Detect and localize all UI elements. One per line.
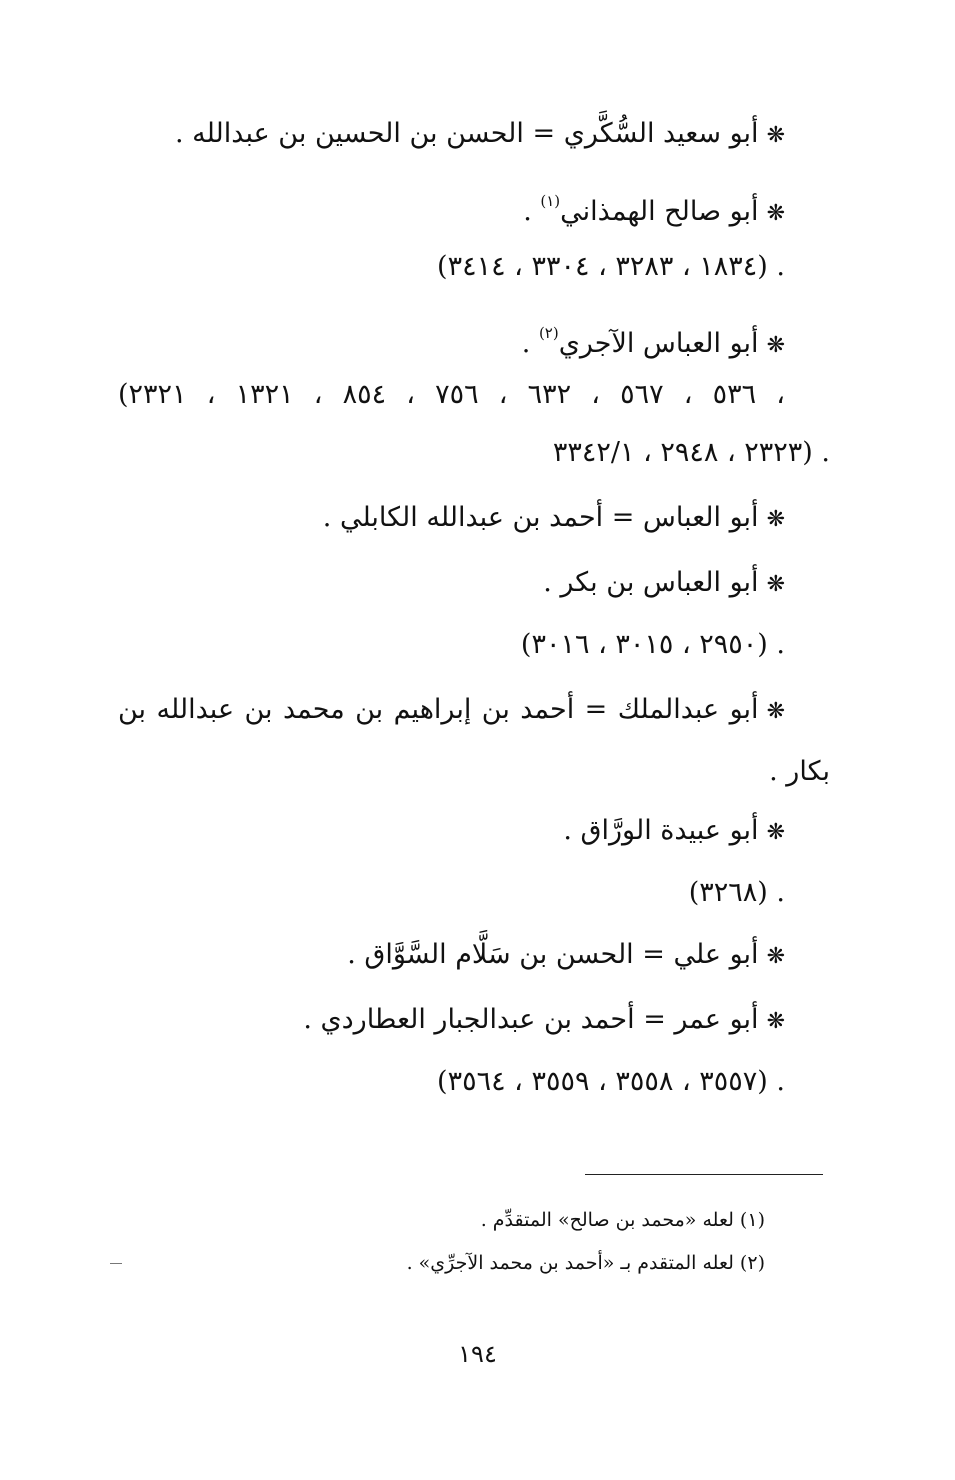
entry-refs-list-continued (553, 433, 830, 473)
star-bullet-icon: ❋ (766, 699, 785, 724)
star-bullet-icon: ❋ (766, 1009, 785, 1034)
footnote-ref-2[interactable]: (٢) (538, 324, 559, 342)
entry-abu-salih-hamadhani (523, 181, 785, 234)
entry-refs-list (437, 247, 785, 287)
entry-text: (٣٥٥٧ ، ٣٥٥٨ ، ٣٥٥٩ ، ٣٥٦٤) . (437, 1066, 785, 1097)
star-bullet-icon: ❋ (766, 944, 785, 969)
star-bullet-icon: ❋ (766, 820, 785, 845)
entry-text: (٥٣٦ ، ٥٦٧ ، ٦٣٢ ، ٧٥٦ ، ٨٥٤ ، ١٣٢١ ، ٢٣٢١ ، (118, 379, 786, 410)
entry-text: أبو سعيد السُّكَّري = الحسن بن الحسين بن عبدالله . (174, 118, 759, 149)
entry-text: (١٨٣٤ ، ٣٢٨٣ ، ٣٣٠٤ ، ٣٤١٤) . (437, 251, 785, 282)
entry-text: أبو العباس بن بكر . (543, 567, 759, 598)
entry-refs-list (118, 375, 785, 415)
footnote-ref-1[interactable]: (١) (540, 192, 561, 210)
footnote-2: (٢) لعله المتقدم بـ «أحمد بن محمد الآجرِّي» . (406, 1252, 765, 1274)
entry-text: أبو عبيدة الورَّاق . (563, 815, 759, 846)
entry-text: أبو صالح الهمذاني (560, 196, 759, 227)
entry-text: أبو علي = الحسن بن سَلَّام السَّوَّاق . (347, 939, 759, 970)
entry-abu-abdulmalik (118, 690, 785, 732)
entry-text: (٣٢٦٨) . (688, 877, 785, 908)
entry-continued (769, 752, 830, 792)
margin-mark (110, 1263, 122, 1264)
entry-refs-list (521, 625, 785, 665)
entry-abu-said-sukkari (175, 114, 785, 156)
star-bullet-icon: ❋ (766, 572, 785, 597)
entry-text: أبو عبدالملك = أحمد بن إبراهيم بن محمد بن عبدالله بن (118, 694, 759, 725)
entry-text: أبو عمر = أحمد بن عبدالجبار العطاردي . (303, 1004, 759, 1035)
star-bullet-icon: ❋ (766, 333, 785, 358)
entry-text: أبو العباس الآجري (558, 328, 759, 359)
footnote-1: (١) لعله «محمد بن صالح» المتقدِّم . (480, 1209, 765, 1231)
entry-punct: . (523, 196, 541, 227)
footnote-divider (585, 1174, 823, 1175)
entry-abu-abbas-bakr (543, 563, 785, 605)
entry-refs-list (689, 873, 785, 913)
entry-text: ٢٣٢٣ ، ٢٩٤٨ ، ٣٣٤٢/١) . (552, 437, 830, 468)
entry-text: بكار . (769, 756, 830, 787)
star-bullet-icon: ❋ (766, 123, 785, 148)
star-bullet-icon: ❋ (766, 201, 785, 226)
entry-abu-ali-sawwaq (347, 935, 785, 977)
star-bullet-icon: ❋ (766, 507, 785, 532)
entry-punct: . (521, 328, 539, 359)
entry-text: أبو العباس = أحمد بن عبدالله الكابلي . (322, 502, 759, 533)
page-number: ١٩٤ (458, 1340, 497, 1368)
entry-abu-umar-utaridi (303, 1000, 785, 1042)
entry-text: (٢٩٥٠ ، ٣٠١٥ ، ٣٠١٦) . (520, 629, 785, 660)
entry-refs-list (437, 1062, 785, 1102)
entry-abu-abbas-ajurri (522, 313, 785, 366)
entry-abu-abbas-kabuli (323, 498, 785, 540)
entry-abu-ubayda-warraq (563, 811, 785, 853)
